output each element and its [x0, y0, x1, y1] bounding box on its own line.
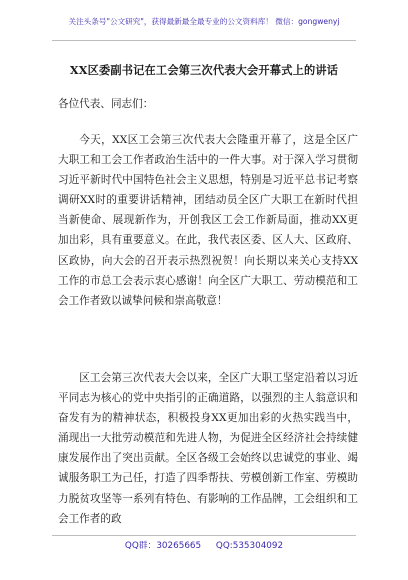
page-header-notice: 关注头条号"公文研究"，获得最新最全最专业的公文资料库！ 微信：gongwenyj — [68, 17, 340, 26]
footer-divider — [52, 535, 356, 536]
body-paragraph-1: 今天，XX区工会第三次代表大会隆重开幕了，这是全区广大职工和工会工作者政治生活中的一件大事。对于深入学习贯彻习近平新时代中国特色社会主义思想，特别是习近平总书记考察调研XX时的重要讲话精神，团结动员全区广大职工在新时代担当新使命、展现新作为，开创我区工会工作新局面，推动XX更加出彩，具有重要意义。在此，我代表区委、区人大、区政府、区政协，向大会的召开表示热烈祝贺！向长期以来关心支持XX工作的市总工会表示衷心感谢！向全区广大职工、劳动模范和工会工作者致以诚挚问候和崇高敬意！ — [58, 134, 358, 307]
header-divider — [52, 40, 356, 41]
footer-qq-group: QQ群：30265665 — [124, 541, 202, 551]
document-title: XX区委副书记在工会第三次代表大会开幕式上的讲话 — [69, 63, 339, 77]
salutation: 各位代表、同志们： — [58, 98, 154, 110]
page-footer — [0, 538, 408, 551]
body-paragraph-2: 区工会第三次代表大会以来，全区广大职工坚定沿着以习近平同志为核心的党中央指引的正确道路，以强烈的主人翁意识和奋发有为的精神状态，积极投身XX更加出彩的火热实践当中，涌现出一大批劳动模范和先进人物，为促进全区经济社会持续健康发展作出了突出贡献。全区各级工会始终以忠诚党的事业、竭诚服务职工为己任，打造了四季帮扶、劳模创新工作室、劳模助力脱贫攻坚等一系列有特色、有影响的工作品牌，工会组织和工会工作者的政 — [58, 372, 358, 525]
footer-qq: QQ:535304092 — [215, 541, 284, 551]
